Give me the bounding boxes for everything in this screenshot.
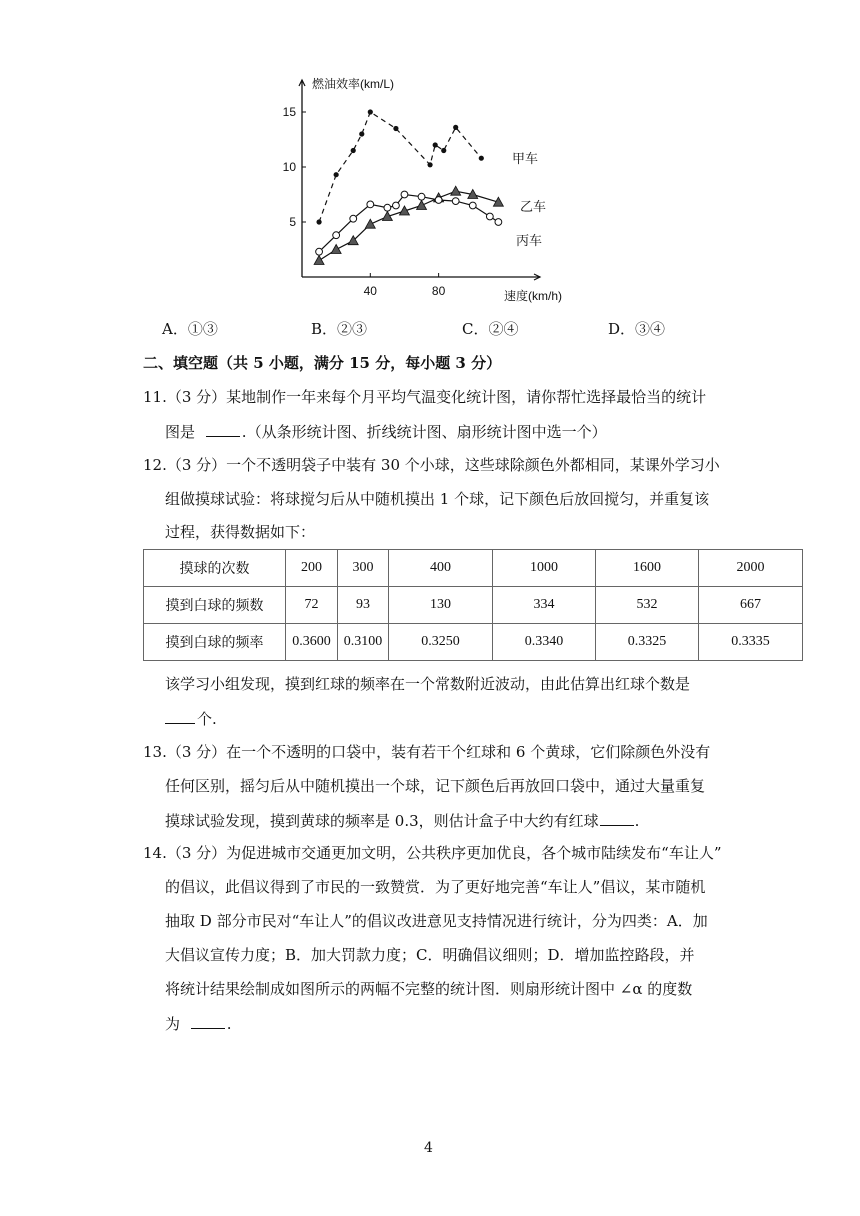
data-point-jia (453, 125, 458, 130)
table-cell: 667 (699, 587, 803, 624)
q14-line2: 的倡议，此倡议得到了市民的一致赞赏．为了更好地完善“车让人”倡议，某市随机 (165, 878, 706, 896)
q14-line5: 将统计结果绘制成如图所示的两幅不完整的统计图．则扇形统计图中 ∠α 的度数 (165, 980, 693, 998)
option-c: C．②④ (462, 320, 519, 338)
y-axis-label: 燃油效率(km/L) (312, 77, 394, 91)
chart-series-lines (319, 112, 498, 261)
option-a: A．①③ (162, 320, 218, 338)
table-cell: 130 (389, 587, 493, 624)
q11-line1: 11.（3 分）某地制作一年来每个月平均气温变化统计图，请你帮忙选择最恰当的统计 (143, 388, 707, 406)
answer-blank (165, 711, 195, 724)
data-point-bing (469, 202, 476, 209)
q14-line3: 抽取 D 部分市民对“车让人”的倡议改进意见支持情况进行统计，分为四类：A．加 (165, 912, 708, 930)
table-cell: 0.3250 (389, 624, 493, 661)
q12-after2 (165, 711, 217, 727)
table-cell: 摸到白球的频率 (144, 624, 286, 661)
legend-label-yi: 乙车 (520, 199, 547, 214)
table-cell: 334 (493, 587, 596, 624)
q11-line2 (165, 424, 607, 440)
data-point-bing (435, 197, 442, 204)
q13-text-a: 摸球试验发现，摸到黄球的频率是 0.3，则估计盒子中大约有红球 (165, 812, 599, 830)
q12-text-b: 个. (197, 710, 217, 728)
data-point-bing (495, 219, 502, 226)
answer-blank (600, 813, 634, 826)
q12-line3: 过程，获得数据如下： (165, 523, 316, 541)
q14-line1: 14.（3 分）为促进城市交通更加文明，公共秩序更加优良，各个城市陆续发布“车让人” (143, 844, 722, 862)
option-b: B．②③ (311, 320, 368, 338)
table-cell: 300 (338, 550, 389, 587)
data-point-jia (479, 156, 484, 161)
data-point-bing (333, 232, 340, 239)
q14-line4: 大倡议宣传力度；B．加大罚款力度；C．明确倡议细则；D．增加监控路段，并 (165, 946, 695, 964)
answer-blank (206, 424, 240, 437)
table-cell: 0.3340 (493, 624, 596, 661)
data-point-yi (451, 186, 461, 195)
frequency-table (143, 549, 803, 661)
table-cell: 93 (338, 587, 389, 624)
legend-label-bing: 丙车 (516, 233, 543, 248)
table-cell: 1600 (596, 550, 699, 587)
data-point-yi (365, 219, 375, 228)
table-cell: 1000 (493, 550, 596, 587)
data-point-bing (401, 191, 408, 198)
data-point-jia (441, 148, 446, 153)
data-point-bing (350, 215, 357, 222)
table-cell: 0.3325 (596, 624, 699, 661)
x-tick-label: 80 (431, 284, 446, 298)
table-cell: 2000 (699, 550, 803, 587)
table-cell: 200 (286, 550, 338, 587)
q12-line2: 组做摸球试验：将球搅匀后从中随机摸出 1 个球，记下颜色后放回搅匀，并重复该 (165, 490, 710, 508)
q11-text-b: .（从条形统计图、折线统计图、扇形统计图中选一个） (241, 423, 607, 441)
table-cell: 532 (596, 587, 699, 624)
data-point-jia (334, 172, 339, 177)
section-heading: 二、填空题（共 5 小题，满分 15 分，每小题 3 分） (143, 354, 502, 372)
data-point-bing (418, 193, 425, 200)
table-cell: 摸到白球的频数 (144, 587, 286, 624)
answer-blank (191, 1016, 225, 1029)
fuel-efficiency-chart (282, 66, 578, 306)
y-tick-label: 15 (282, 105, 296, 119)
table-cell: 0.3600 (286, 624, 338, 661)
page-number: 4 (424, 1140, 433, 1156)
table-cell: 摸球的次数 (144, 550, 286, 587)
data-point-jia (368, 109, 373, 114)
data-point-jia (393, 126, 398, 131)
data-point-bing (316, 248, 323, 255)
data-point-jia (351, 148, 356, 153)
y-tick-label: 10 (282, 160, 296, 174)
data-point-bing (486, 213, 493, 220)
table-row (144, 587, 803, 624)
data-point-yi (417, 201, 427, 210)
q14-text-a: 为 (165, 1015, 181, 1033)
q13-line2: 任何区别，摇匀后从中随机摸出一个球，记下颜色后再放回口袋中，通过大量重复 (165, 777, 706, 795)
table-cell: 400 (389, 550, 493, 587)
data-point-yi (314, 256, 324, 265)
data-point-bing (384, 204, 391, 211)
data-point-yi (331, 245, 341, 254)
data-point-bing (367, 201, 374, 208)
q14-line6: 为 . (165, 1015, 232, 1033)
chart-markers (314, 109, 503, 264)
data-point-bing (393, 202, 400, 209)
table-row (144, 624, 803, 661)
table-cell: 0.3335 (699, 624, 803, 661)
data-point-jia (433, 142, 438, 147)
table-row (144, 550, 803, 587)
q12-line1: 12.（3 分）一个不透明袋子中装有 30 个小球，这些球除颜色外都相同，某课外学习小 (143, 456, 720, 474)
data-point-jia (427, 162, 432, 167)
q11-text-a: 图是 (165, 423, 196, 441)
q12-after1: 该学习小组发现，摸到红球的频率在一个常数附近波动，由此估算出红球个数是 (165, 675, 691, 693)
option-d: D．③④ (608, 320, 666, 338)
table-cell: 0.3100 (338, 624, 389, 661)
legend-label-jia: 甲车 (512, 151, 539, 166)
table-cell: 72 (286, 587, 338, 624)
x-tick-label: 40 (363, 284, 377, 298)
q13-line3 (165, 813, 639, 829)
y-tick-label: 5 (289, 215, 296, 229)
x-axis-label: 速度(km/h) (504, 289, 562, 303)
data-point-jia (359, 131, 364, 136)
data-point-bing (452, 198, 459, 205)
q13-text-b: . (634, 812, 640, 830)
q13-line1: 13.（3 分）在一个不透明的口袋中，装有若干个红球和 6 个黄球，它们除颜色外没有 (143, 743, 711, 761)
data-point-jia (316, 219, 321, 224)
